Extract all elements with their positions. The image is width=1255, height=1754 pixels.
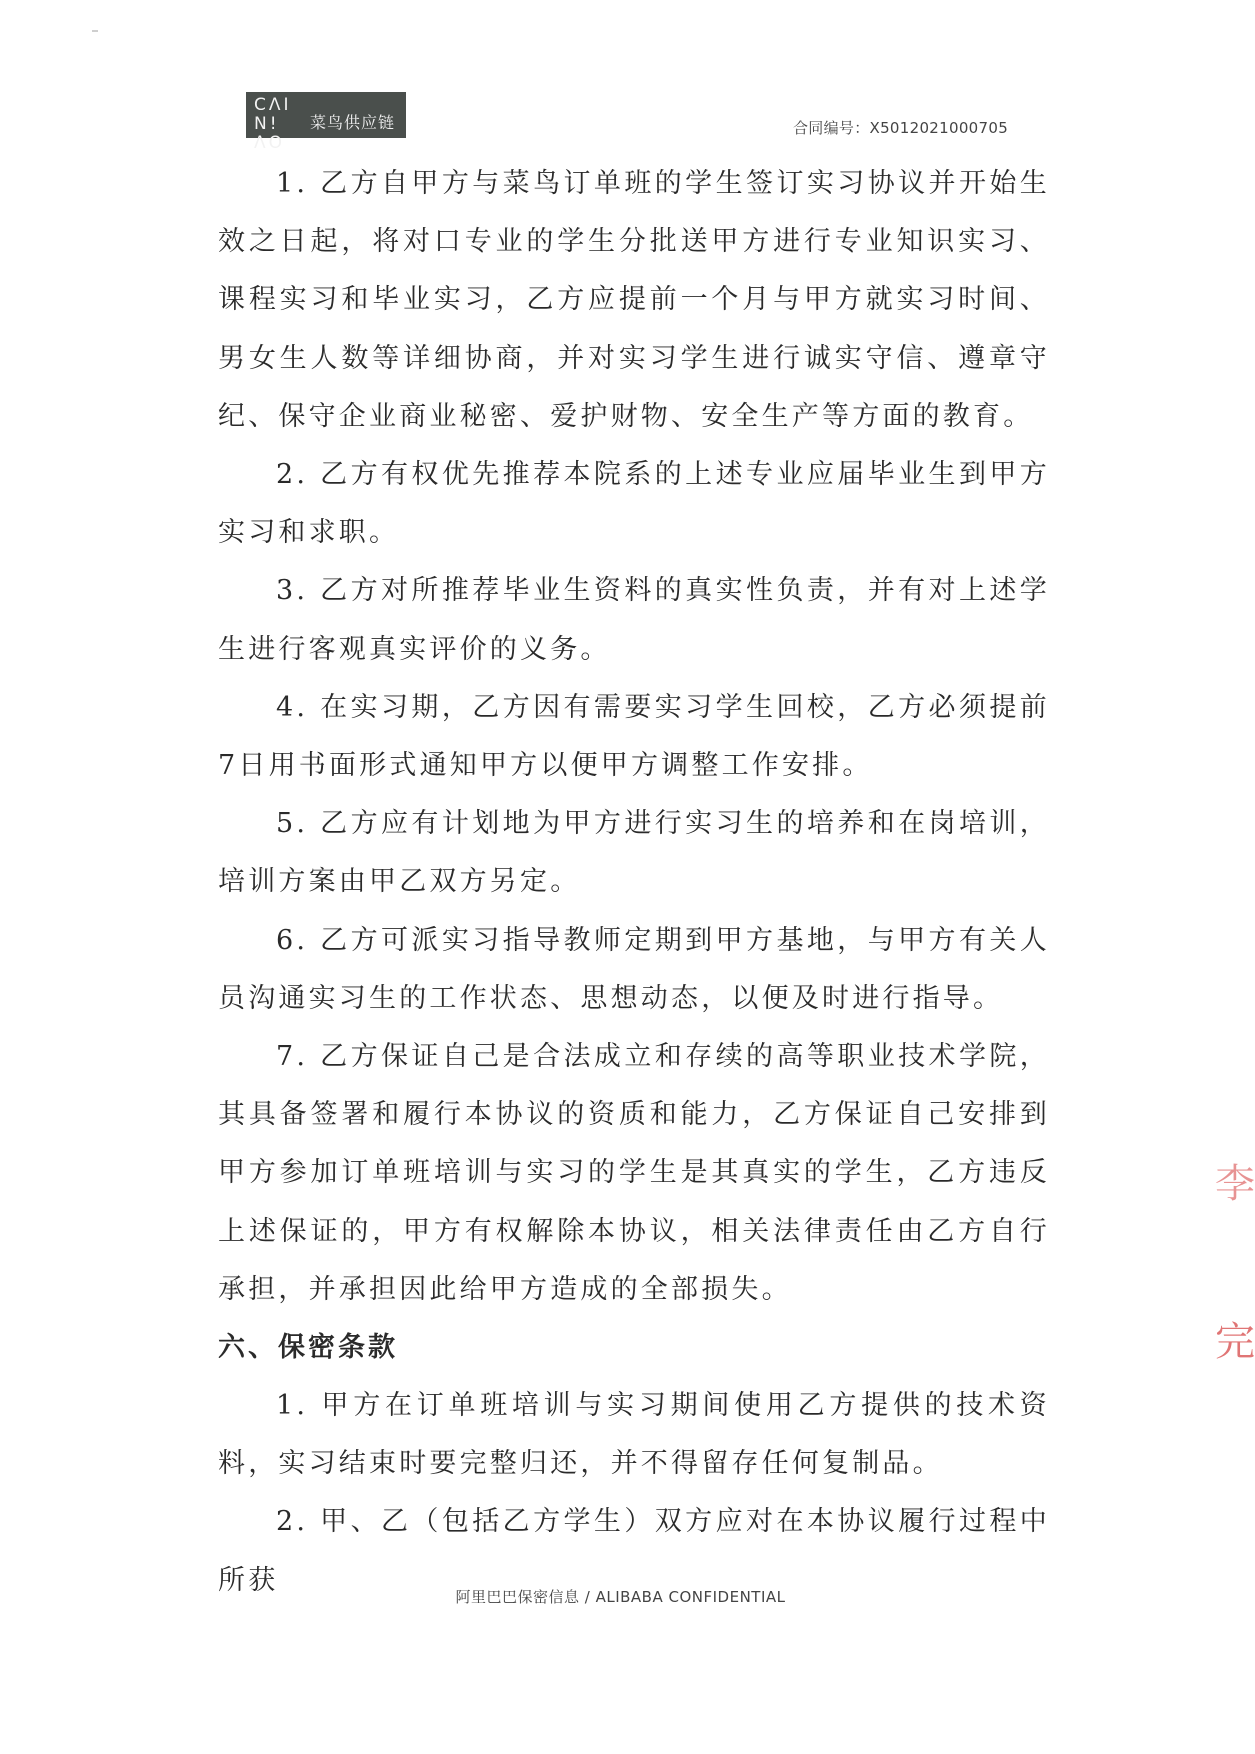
contract-label: 合同编号：: [793, 119, 870, 137]
confidential-footer: 阿里巴巴保密信息 / ALIBABA CONFIDENTIAL: [455, 1588, 786, 1606]
clause-b-5: 5. 乙方应有计划地为甲方进行实习生的培养和在岗培训，培训方案由甲乙双方另定。: [218, 808, 1050, 898]
seal-stamp-fragment: [1215, 1161, 1255, 1232]
clause-b-4: 4. 在实习期，乙方因有需要实习学生回校，乙方必须提前7日用书面形式通知甲方以便甲方调整工作安排。: [218, 691, 1050, 782]
logo-mark: [254, 96, 308, 153]
seal-stamp-fragment-2: [1215, 1319, 1255, 1380]
clause-b-7: 7. 乙方保证自己是合法成立和存续的高等职业技术学院，其具备签署和履行本协议的资质和能力，乙方保证自己安排到甲方参加订单班培训与实习的学生是其真实的学生，乙方违反上述保证的，甲方有权解除本协议，相关法律责任由乙方自行承担，并承担因此给甲方造成的全部损失。: [218, 1041, 1050, 1305]
logo-line2: N!ΛO: [254, 114, 286, 153]
contract-number-header: [793, 117, 1008, 138]
section-heading-confidentiality: 六、保密条款: [218, 1332, 398, 1364]
confidentiality-clause-2: 2. 甲、乙（包括乙方学生）双方应对在本协议履行过程中所获: [218, 1506, 1050, 1596]
clause-b-6: 6. 乙方可派实习指导教师定期到甲方基地，与甲方有关人员沟通实习生的工作状态、思想动态，以便及时进行指导。: [218, 924, 1050, 1014]
clause-b-1: 1. 乙方自甲方与菜鸟订单班的学生签订实习协议并开始生效之日起，将对口专业的学生分批送甲方进行专业知识实习、课程实习和毕业实习，乙方应提前一个月与甲方就实习时间、男女生人数等详细协商，并对实习学生进行诚实守信、遵章守纪、保守企业商业秘密、爱护财物、安全生产等方面的教育。: [218, 168, 1050, 432]
logo-line1: CΛI: [254, 95, 292, 115]
scan-artifact: [92, 30, 98, 32]
stamp-char-2: 完: [1215, 1319, 1255, 1365]
clause-b-2: 2. 乙方有权优先推荐本院系的上述专业应届毕业生到甲方实习和求职。: [218, 459, 1050, 549]
stamp-char-1: 李: [1215, 1161, 1255, 1207]
document-body: [218, 155, 1050, 1610]
contract-number: X5012021000705: [869, 119, 1009, 137]
logo-brand: 菜鸟供应链: [310, 113, 396, 132]
clause-b-3: 3. 乙方对所推荐毕业生资料的真实性负责，并有对上述学生进行客观真实评价的义务。: [218, 575, 1050, 665]
cainiao-logo: [246, 92, 406, 153]
confidentiality-clause-1: 1. 甲方在订单班培训与实习期间使用乙方提供的技术资料，实习结束时要完整归还，并不得留存任何复制品。: [218, 1390, 1050, 1480]
